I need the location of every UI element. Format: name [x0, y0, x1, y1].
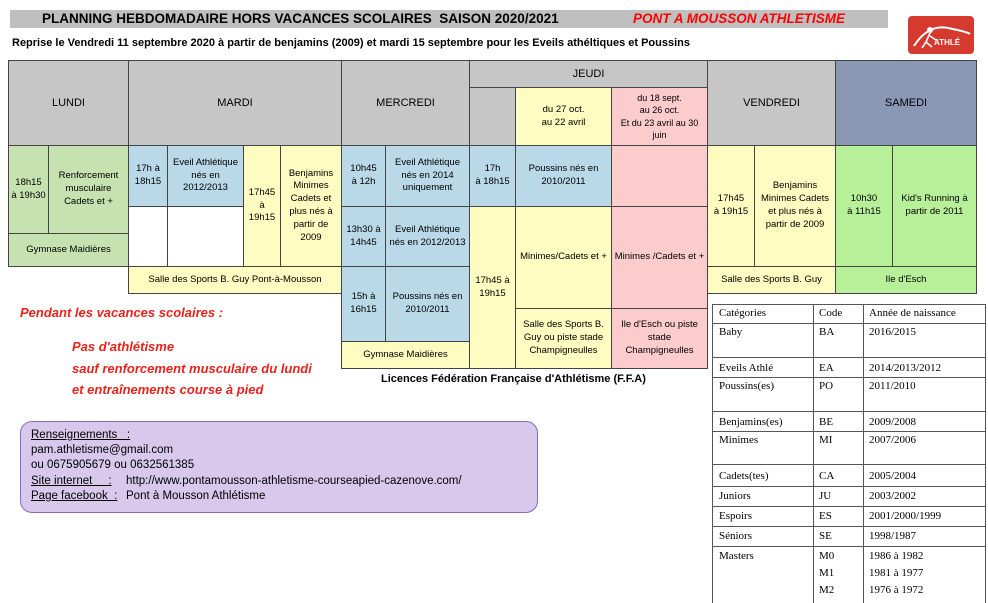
subtitle: Reprise le Vendredi 11 septembre 2020 à partir de benjamins (2009) et mardi 15 septembre pour les Eveils athéltiques et Poussins: [12, 37, 691, 49]
vendredi-activity: Benjamins Minimes Cadets et plus nés à partir de 2009: [754, 145, 836, 267]
jeudi-pink-empty: [611, 145, 708, 207]
mercredi-activity-3: Poussins nés en 2010/2011: [385, 266, 470, 342]
cat-masters-row: Masters M0 1986 à 1982 M1 1981 à 1977 M2 1976 à 1972: [719, 550, 924, 596]
jeudi-period-1: du 27 oct. au 22 avril: [515, 87, 612, 146]
contact-email[interactable]: pam.athletisme@gmail.com: [31, 444, 174, 456]
page-title: PLANNING HEBDOMADAIRE HORS VACANCES SCOLAIRES SAISON 2020/2021: [42, 11, 559, 26]
lundi-activity: Renforcement musculaire Cadets et +: [48, 145, 129, 234]
license-note: Licences Fédération Française d'Athlétisme (F.F.A): [381, 373, 646, 385]
day-mardi: MARDI: [128, 60, 342, 146]
facebook-label: Page facebook :: [31, 490, 118, 502]
jeudi-period-2: du 18 sept. au 26 oct. Et du 23 avril au 30 juin: [611, 87, 708, 146]
mardi-activity-1: Eveil Athlétique nés en 2012/2013: [167, 145, 244, 207]
jeudi-activity-2b: Minimes /Cadets et +: [611, 206, 708, 309]
vacances-line-1: Pas d'athlétisme: [72, 339, 175, 354]
runner-icon: [908, 16, 974, 54]
mercredi-activity-2: Eveil Athlétique nés en 2012/2013: [385, 206, 470, 267]
jeudi-place-a: Salle des Sports B. Guy ou piste stade Champigneulles: [515, 308, 612, 369]
jeudi-activity-2a: Minimes/Cadets et +: [515, 206, 612, 309]
facebook-link[interactable]: Pont à Mousson Athlétisme: [126, 490, 266, 502]
mardi-place: Salle des Sports B. Guy Pont-à-Mousson: [128, 266, 342, 294]
categories-table: [712, 304, 986, 603]
jeudi-time-1: 17h à 18h15: [469, 145, 516, 207]
mercredi-time-1: 10h45 à 12h: [341, 145, 386, 207]
cat-header-year: Année de naissance: [869, 307, 956, 319]
mardi-empty-2: [167, 206, 244, 267]
jeudi-header-spacer: [469, 87, 516, 146]
masters-label: Masters: [719, 550, 754, 562]
club-name: PONT A MOUSSON ATHLETISME: [633, 11, 845, 26]
vacances-line-2: sauf renforcement musculaire du lundi: [72, 361, 312, 376]
mardi-activity-2: Benjamins Minimes Cadets et plus nés à partir de 2009: [280, 145, 342, 267]
samedi-time: 10h30 à 11h15: [835, 145, 893, 267]
cat-row: Cadets(tes) CA 2005/2004: [712, 465, 986, 487]
site-link[interactable]: http://www.pontamousson-athletisme-courseapied-cazenove.com/: [126, 475, 462, 487]
jeudi-place-b: Ile d'Esch ou piste stade Champigneulles: [611, 308, 708, 369]
site-label: Site internet :: [31, 475, 112, 487]
cat-row: Eveils Athlé EA 2014/2013/2012: [712, 358, 986, 378]
cat-row: Juniors JU 2003/2002: [712, 487, 986, 507]
cat-row: Poussins(es) PO 2011/2010: [712, 378, 986, 412]
vacances-title: Pendant les vacances scolaires :: [20, 305, 224, 320]
lundi-time: 18h15 à 19h30: [8, 145, 49, 234]
vacances-line-3: et entraînements course à pied: [72, 382, 264, 397]
contact-heading: Renseignements :: [31, 429, 131, 441]
vendredi-place: Salle des Sports B. Guy: [707, 266, 836, 294]
vendredi-time: 17h45 à 19h15: [707, 145, 755, 267]
jeudi-activity-1: Poussins nés en 2010/2011: [515, 145, 612, 207]
mardi-time-2: 17h45 à 19h15: [243, 145, 281, 267]
day-samedi: SAMEDI: [835, 60, 977, 146]
mardi-time-1: 17h à 18h15: [128, 145, 168, 207]
cat-row: Minimes MI 2007/2006: [712, 432, 986, 465]
samedi-place: Ile d'Esch: [835, 266, 977, 294]
day-lundi: LUNDI: [8, 60, 129, 146]
mercredi-time-3: 15h à 16h15: [341, 266, 386, 342]
mercredi-place: Gymnase Maidières: [341, 341, 470, 369]
day-vendredi: VENDREDI: [707, 60, 836, 146]
cat-row: Séniors SE 1998/1987: [712, 527, 986, 547]
contact-phones: ou 0675905679 ou 0632561385: [31, 459, 195, 471]
cat-row: Baby BA 2016/2015: [712, 324, 986, 358]
cat-header-category: Catégories: [719, 307, 767, 319]
cat-row: Benjamins(es) BE 2009/2008: [712, 412, 986, 432]
logo-text: ATHLÉ: [934, 38, 961, 47]
day-jeudi: JEUDI: [469, 60, 708, 88]
cat-row: Espoirs ES 2001/2000/1999: [712, 507, 986, 527]
samedi-activity: Kid's Running à partir de 2011: [892, 145, 977, 267]
cat-header-row: [712, 304, 986, 324]
mardi-empty-1: [128, 206, 168, 267]
club-logo: [908, 16, 974, 54]
lundi-place: Gymnase Maidières: [8, 233, 129, 267]
cat-header-code: Code: [819, 307, 843, 319]
day-mercredi: MERCREDI: [341, 60, 470, 146]
jeudi-time-2: 17h45 à 19h15: [469, 206, 516, 369]
mercredi-time-2: 13h30 à 14h45: [341, 206, 386, 267]
mercredi-activity-1: Eveil Athlétique nés en 2014 uniquement: [385, 145, 470, 207]
